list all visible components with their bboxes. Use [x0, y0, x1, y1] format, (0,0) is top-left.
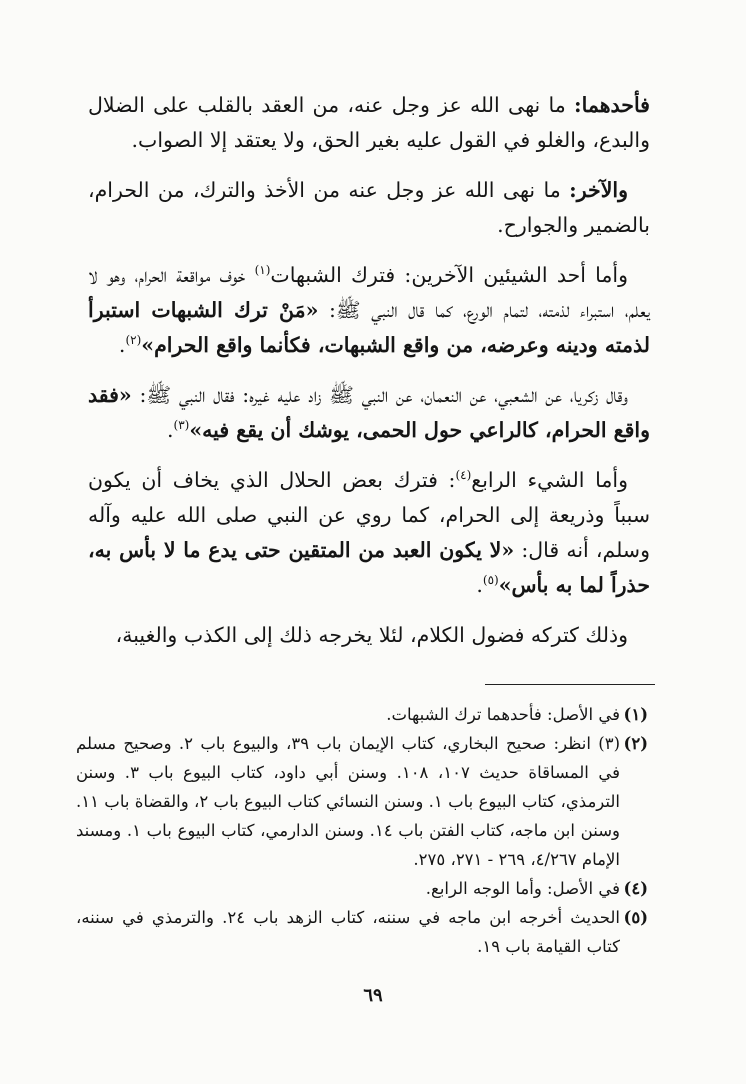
- hadith-quote-2: «فقد واقع الحرام، كالراعي حول الحمى، يوشك أن يقع فيه»: [88, 383, 650, 442]
- footnote-number: (١): [623, 705, 648, 724]
- paragraph-3: [88, 258, 650, 363]
- footnote-ref-4: (٤): [455, 468, 472, 483]
- paragraph-4-end: .: [167, 418, 174, 442]
- footnotes: [76, 700, 648, 961]
- footnote-ref-3: (٣): [173, 418, 190, 433]
- footnote-text: (٣) انظر: صحيح البخاري، كتاب الإيمان باب ٣٩، والبيوع باب ٢. وصحيح مسلم في المساقاة حديث ١٠٧، ١٠٨. وسنن أبي داود، كتاب البيوع باب ٣. وسنن الترمذي، كتاب البيوع باب ١. وسنن النسائي كتاب البيوع باب ٢، والقضاة باب ١١. وسنن ابن ماجه، كتاب الفتن باب ١٤. وسنن الدارمي، كتاب البيوع باب ١. ومسند الإمام ٤/٢٦٧، ٢٦٩ - ٢٧١، ٢٧٥.: [76, 734, 621, 869]
- footnote-number: (٢): [623, 734, 648, 753]
- paragraph-2: [88, 173, 650, 243]
- paragraph-3-text-b: خوف مواقعة الحرام، وهو لا يعلم، استبراء لذمته، لتمام الورع، كما قال النبي ﷺ:: [88, 263, 650, 322]
- paragraph-5-end: .: [476, 573, 483, 597]
- paragraph-2-text: ما نهى الله عز وجل عنه من الأخذ والترك، من الحرام، بالضمير والجوارح.: [88, 178, 650, 237]
- main-text: [88, 88, 650, 668]
- hadith-quote-3: «لا يكون العبد من المتقين حتى يدع ما لا بأس به، حذراً لما به بأس»: [88, 538, 650, 597]
- page-number: ٦٩: [363, 985, 383, 1006]
- footnote-text: في الأصل: فأحدهما ترك الشبهات.: [386, 705, 620, 724]
- paragraph-6: [88, 618, 650, 653]
- footnote-2: [76, 729, 648, 874]
- paragraph-1-text: ما نهى الله عز وجل عنه، من العقد بالقلب على الضلال والبدع، والغلو في القول عليه بغير الحق، ولا يعتقد إلا الصواب.: [88, 93, 650, 152]
- paragraph-3-text-a: وأما أحد الشيئين الآخرين: فترك الشبهات: [270, 263, 628, 287]
- footnote-text: في الأصل: وأما الوجه الرابع.: [425, 879, 620, 898]
- paragraph-6-text: وذلك كتركه فضول الكلام، لئلا يخرجه ذلك إلى الكذب والغيبة،: [115, 623, 628, 647]
- footnote-4: [76, 874, 648, 903]
- paragraph-5-text-a: وأما الشيء الرابع: [471, 468, 628, 492]
- paragraph-4: [88, 378, 650, 448]
- paragraph-4-text: وقال زكريا، عن الشعبي، عن النعمان، عن النبي ﷺ زاد عليه غيره: فقال النبي ﷺ:: [131, 383, 628, 407]
- paragraph-5-text-b: : فترك بعض الحلال الذي يخاف أن يكون سبباً وذريعة إلى الحرام، كما روي عن النبي صلى الله عليه وآله وسلم، أنه قال:: [88, 468, 650, 562]
- footnote-separator: [485, 684, 655, 685]
- footnote-text: الحديث أخرجه ابن ماجه في سننه، كتاب الزهد باب ٢٤. والترمذي في سننه، كتاب القيامة باب ١٩.: [76, 908, 620, 956]
- footnote-5: [76, 903, 648, 961]
- paragraph-1: [88, 88, 650, 158]
- footnote-1: [76, 700, 648, 729]
- footnote-ref-2: (٢): [125, 333, 142, 348]
- footnote-number: (٤): [623, 879, 648, 898]
- footnote-number: (٥): [623, 908, 648, 927]
- paragraph-3-end: .: [118, 333, 126, 357]
- paragraph-5: [88, 463, 650, 603]
- paragraph-2-lead: والآخر:: [569, 178, 628, 202]
- paragraph-1-lead: فأحدهما:: [574, 93, 650, 117]
- hadith-quote-1: «مَنْ ترك الشبهات استبرأ لذمته ودينه وعرضه، من واقع الشبهات، فكأنما واقع الحرام»: [88, 298, 650, 357]
- footnote-ref-5: (٥): [482, 573, 499, 588]
- footnote-ref-1: (١): [254, 263, 271, 278]
